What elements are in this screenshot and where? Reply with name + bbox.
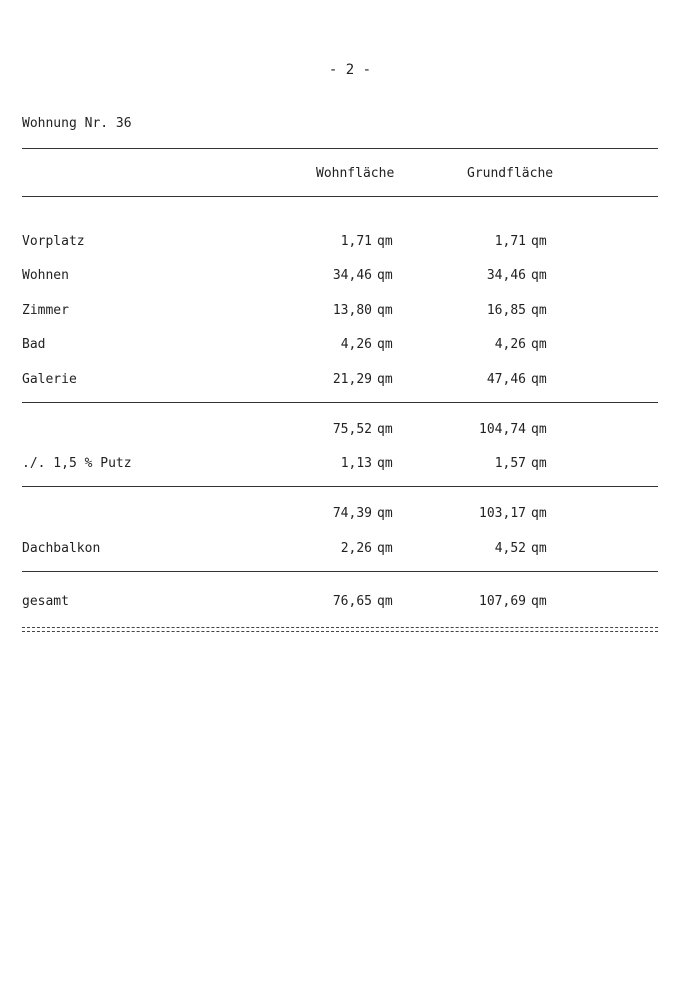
grundflaeche-value: 1,71 <box>494 234 526 249</box>
wohnflaeche-value: 13,80 <box>332 303 372 318</box>
column-header-wohnflaeche: Wohnfläche <box>316 166 395 181</box>
grundflaeche-value: 103,17 <box>479 506 526 521</box>
unit-label: qm <box>377 372 393 387</box>
row-label: gesamt <box>22 594 69 609</box>
wohnflaeche-value: 34,46 <box>332 268 372 283</box>
unit-label: qm <box>377 234 393 249</box>
wohnflaeche-value: 1,71 <box>340 234 372 249</box>
grundflaeche-value: 4,26 <box>494 337 526 352</box>
row-label: Dachbalkon <box>22 541 101 556</box>
row-label: ./. 1,5 % Putz <box>22 456 132 471</box>
unit-label: qm <box>531 594 547 609</box>
subtotal-rule <box>22 486 658 487</box>
unit-label: qm <box>377 594 393 609</box>
unit-label: qm <box>377 506 393 521</box>
wohnflaeche-value: 1,13 <box>340 456 372 471</box>
unit-label: qm <box>531 234 547 249</box>
unit-label: qm <box>377 456 393 471</box>
unit-label: qm <box>531 372 547 387</box>
header-bottom-rule <box>22 196 658 197</box>
page-number: - 2 - <box>328 62 372 78</box>
wohnflaeche-value: 4,26 <box>340 337 372 352</box>
unit-label: qm <box>531 337 547 352</box>
table-top-rule <box>22 148 658 149</box>
unit-label: qm <box>531 541 547 556</box>
wohnflaeche-value: 21,29 <box>332 372 372 387</box>
grundflaeche-value: 104,74 <box>479 422 526 437</box>
unit-label: qm <box>377 422 393 437</box>
grundflaeche-value: 16,85 <box>486 303 526 318</box>
unit-label: qm <box>531 303 547 318</box>
row-label: Vorplatz <box>22 234 85 249</box>
unit-label: qm <box>377 303 393 318</box>
unit-label: qm <box>377 337 393 352</box>
grundflaeche-value: 34,46 <box>486 268 526 283</box>
row-label: Wohnen <box>22 268 69 283</box>
wohnflaeche-value: 2,26 <box>340 541 372 556</box>
apartment-heading: Wohnung Nr. 36 <box>22 116 132 131</box>
wohnflaeche-value: 76,65 <box>332 594 372 609</box>
unit-label: qm <box>377 541 393 556</box>
unit-label: qm <box>531 268 547 283</box>
unit-label: qm <box>531 506 547 521</box>
row-label: Galerie <box>22 372 77 387</box>
double-underline <box>22 627 658 632</box>
grundflaeche-value: 107,69 <box>479 594 526 609</box>
row-label: Zimmer <box>22 303 69 318</box>
row-label: Bad <box>22 337 46 352</box>
column-header-grundflaeche: Grundfläche <box>467 166 554 181</box>
grundflaeche-value: 1,57 <box>494 456 526 471</box>
unit-label: qm <box>531 456 547 471</box>
total-rule <box>22 571 658 572</box>
unit-label: qm <box>531 422 547 437</box>
grundflaeche-value: 4,52 <box>494 541 526 556</box>
grundflaeche-value: 47,46 <box>486 372 526 387</box>
wohnflaeche-value: 74,39 <box>332 506 372 521</box>
unit-label: qm <box>377 268 393 283</box>
subtotal-rule <box>22 402 658 403</box>
wohnflaeche-value: 75,52 <box>332 422 372 437</box>
